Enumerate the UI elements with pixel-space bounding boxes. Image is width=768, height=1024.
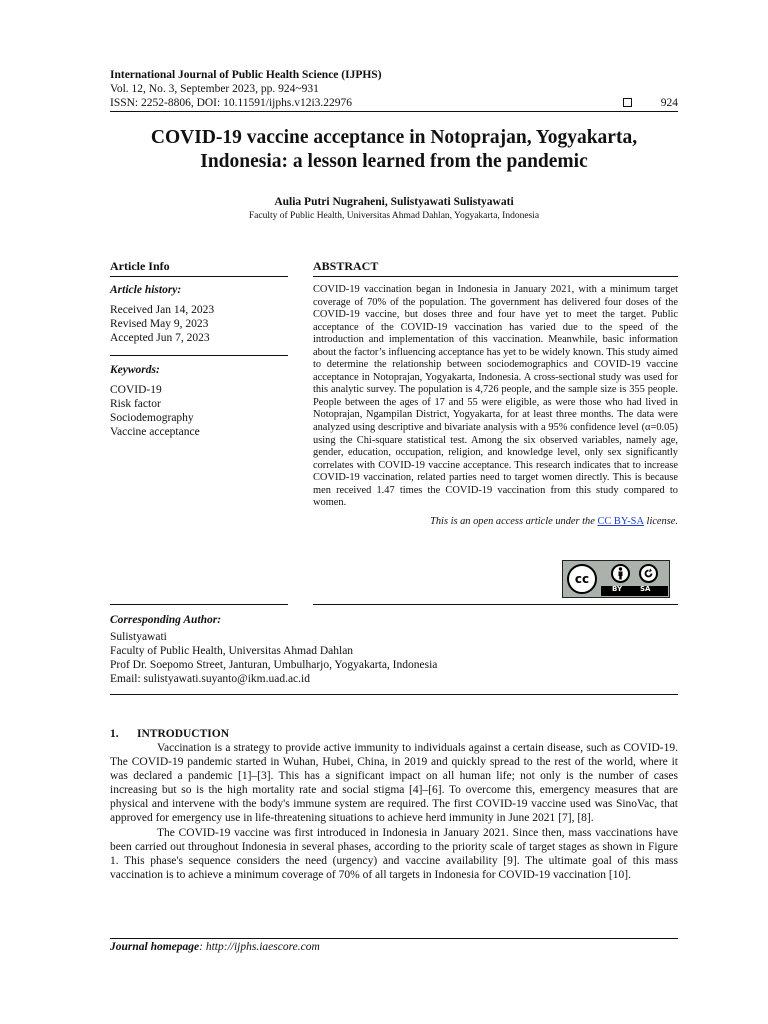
section-title: INTRODUCTION — [137, 728, 230, 740]
by-label: BY — [612, 585, 623, 593]
article-info-column — [110, 259, 288, 439]
page-number: 924 — [660, 97, 678, 109]
license-statement — [313, 516, 678, 527]
issn-row — [110, 96, 678, 110]
intro-paragraph: The COVID-19 vaccine was first introduced in Indonesia in January 2021. Since then, mass vaccinations have been carried out throughout Indonesia in several phases, according to the priority scale of target stages as shown in Figure 1. This phase's sequence considers the need (urgency) and vaccine availability [9]. The ultimate goal of this mass vaccination is to achieve a minimum coverage of 70% of all targets in Indonesia for COVID-19 vaccination [10]. — [110, 826, 678, 881]
footer-rule — [110, 938, 678, 939]
corresponding-author-block — [110, 614, 678, 686]
journal-volume: Vol. 12, No. 3, September 2023, pp. 924~931 — [110, 83, 319, 95]
keyword: Risk factor — [110, 398, 161, 410]
author-email: Email: sulistyawati.suyanto@ikm.uad.ac.id — [110, 673, 310, 685]
intro-paragraph: Vaccination is a strategy to provide active immunity to individuals against a certain disease, such as COVID-19. The COVID-19 pandemic started in Wuhan, Hubei, China, in 2019 and quickly spread to the rest of the world, where it was declared a pandemic [1]–[3]. This has a significant impact on all human life; not only is the number of cases increasing but so is the high mortality rate and social stigma [4]–[6]. To overcome this, emergency measures that are physical and intervene with the body's immune system are required. The first COVID-19 vaccine used was SinoVac, that approved for emergency use in life-threatening situations to achieve herd immunity in June 2021 [7], [8]. — [110, 742, 678, 825]
homepage-url[interactable]: : http://ijphs.iaescore.com — [199, 941, 320, 953]
cc-icon: cc — [567, 564, 597, 594]
accepted-date: Accepted Jun 7, 2023 — [110, 332, 210, 344]
article-affiliation: Faculty of Public Health, Universitas Ahmad Dahlan, Yogyakarta, Indonesia — [248, 211, 540, 221]
corresponding-end-rule — [110, 694, 678, 695]
article-info-label: Article Info — [110, 259, 288, 277]
license-suffix: license. — [643, 515, 678, 527]
right-column-end-rule — [313, 604, 678, 605]
journal-name: International Journal of Public Health Science (IJPHS) — [110, 69, 382, 81]
introduction-section — [110, 727, 678, 882]
section-number: 1. — [110, 728, 119, 740]
square-icon — [623, 98, 632, 107]
revised-date: Revised May 9, 2023 — [110, 318, 209, 330]
homepage-label: Journal homepage — [110, 941, 200, 953]
keywords-label: Keywords: — [110, 364, 160, 376]
abstract-label: ABSTRACT — [313, 259, 678, 277]
header-rule — [110, 111, 678, 112]
received-date: Received Jan 14, 2023 — [110, 304, 215, 316]
sa-label: SA — [640, 585, 651, 593]
license-link[interactable]: CC BY-SA — [597, 515, 644, 527]
keyword: COVID-19 — [110, 384, 162, 396]
abstract-text: COVID-19 vaccination began in Indonesia in January 2021, with a minimum target coverage of 70% of the population. The government has delivered four doses of the COVID-19 vaccine, but doses three and four have yet to meet the target. Public acceptance of the COVID-19 vaccination has varied due to the speed of the introduction and implementation of this vaccination. Meanwhile, basic information about the factor’s influencing acceptance has yet to be widely known. This study aimed to determine the relationship between sociodemographics and COVID-19 vaccine acceptance in Notoprajan, Yogyakarta, Indonesia. A cross-sectional study was used for this analytic survey. The population is 4,726 people, and the sample size is 355 people. People between the ages of 17 and 55 were eligible, as were those who had lived in Notoprajan, Ngampilan District, Yogyakarta, for at least three months. The data were analyzed using descriptive and bivariate analysis with a 95% confidence level (α=0.05) using the Chi-square statistical test. Among the six observed variables, namely age, gender, education, occupation, religion, and knowledge level, only sex significantly correlates with COVID-19 vaccine acceptance. This research indicates that to increase COVID-19 vaccination, related parties need to target women directly. This is because men received 1.47 times the COVID-19 vaccination from this study compared to women. — [313, 284, 678, 509]
share-alike-icon — [639, 564, 658, 583]
keyword: Vaccine acceptance — [110, 426, 200, 438]
journal-issn: ISSN: 2252-8806, DOI: 10.11591/ijphs.v12i3.22976 — [110, 97, 353, 109]
section-heading — [110, 727, 678, 741]
author-name: Sulistyawati — [110, 631, 167, 643]
attribution-icon — [611, 564, 630, 583]
journal-homepage — [110, 941, 320, 953]
license-prefix: This is an open access article under the — [430, 515, 598, 527]
left-column-end-rule — [110, 604, 288, 605]
journal-header — [110, 68, 678, 110]
author-address: Prof Dr. Soepomo Street, Janturan, Umbulharjo, Yogyakarta, Indonesia — [110, 659, 438, 671]
license-strip — [601, 586, 668, 596]
cc-by-sa-badge[interactable] — [562, 560, 670, 598]
article-history-label: Article history: — [110, 284, 182, 296]
abstract-column — [313, 259, 678, 527]
keyword: Sociodemography — [110, 412, 194, 424]
article-title: COVID-19 vaccine acceptance in Notoprajan, Yogyakarta, Indonesia: a lesson learned from the pandemic — [150, 127, 638, 172]
corresponding-author-label: Corresponding Author: — [110, 614, 222, 626]
article-authors: Aulia Putri Nugraheni, Sulistyawati Sulistyawati — [274, 196, 514, 208]
author-faculty: Faculty of Public Health, Universitas Ahmad Dahlan — [110, 645, 354, 657]
